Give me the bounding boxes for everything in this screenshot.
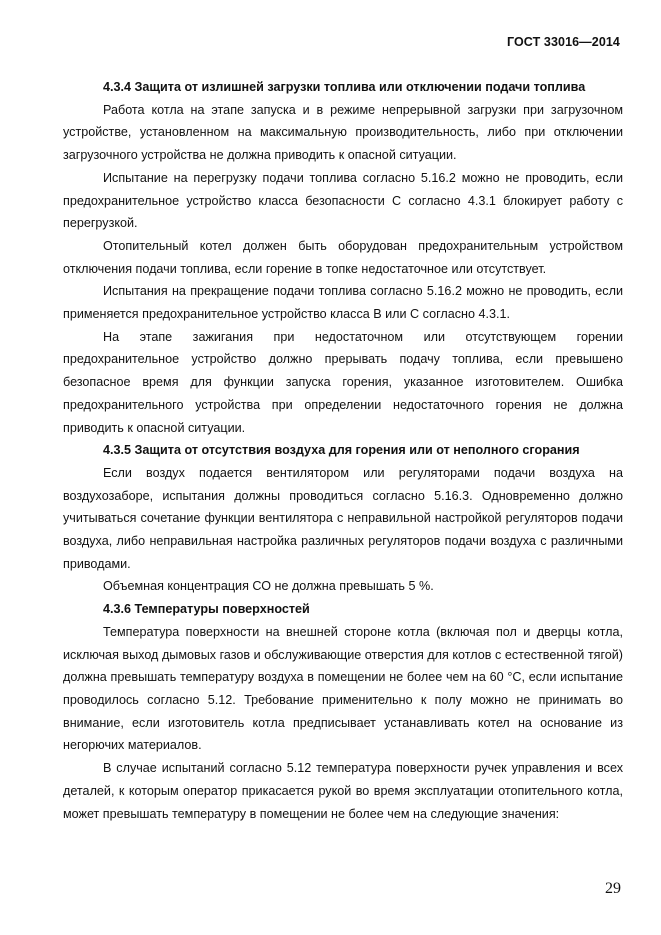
paragraph: Отопительный котел должен быть оборудован предохранительным устройством отключения подачи топлива, если горение в топке недостаточное или отсутствует. — [63, 238, 623, 276]
paragraph: Испытания на прекращение подачи топлива согласно 5.16.2 можно не проводить, если применяется предохранительное устройство класса В или С согласно 4.3.1. — [63, 284, 623, 322]
page-number: 29 — [605, 880, 621, 897]
paragraph: Объемная концентрация СО не должна превышать 5 %. — [103, 579, 434, 594]
paragraph: В случае испытаний согласно 5.12 температура поверхности ручек управления и всех деталей, к которым оператор прикасается рукой во время эксплуатации отопительного котла, может превышать температуру в помещении не более чем на следующие значения: — [63, 761, 623, 821]
section-heading-4-3-4: 4.3.4 Защита от излишней загрузки топлива или отключении подачи топлива — [103, 80, 586, 94]
document-code: ГОСТ 33016—2014 — [506, 35, 620, 49]
paragraph: На этапе зажигания при недостаточном или отсутствующем горении предохранительное устройство должно прерывать подачу топлива, если превышено безопасное время для функции запуска горения, указанное изготовителем. Ошибка предохранительного устройства при определении недостаточного горения не должна приводить к опасной ситуации. — [63, 329, 623, 435]
section-heading-4-3-5: 4.3.5 Защита от отсутствия воздуха для горения или от неполного сгорания — [103, 443, 580, 458]
section-heading-4-3-6: 4.3.6 Температуры поверхностей — [103, 602, 310, 617]
paragraph: Испытание на перегрузку подачи топлива согласно 5.16.2 можно не проводить, если предохранительное устройство класса безопасности С согласно 4.3.1 блокирует работу с перегрузкой. — [63, 170, 623, 231]
paragraph: Работа котла на этапе запуска и в режиме непрерывной загрузки при загрузочном устройстве, установленном на максимальную производительность, либо при отключении загрузочного устройства не должна приводить к опасной ситуации. — [63, 102, 623, 163]
page-body — [63, 76, 623, 825]
paragraph: Температура поверхности на внешней стороне котла (включая пол и дверцы котла, исключая выход дымовых газов и обслуживающие отверстия для котлов с естественной тягой) должна превышать температуру воздуха в помещении не более чем на 60 °С, если испытание проводилось согласно 5.12. Требование применительно к полу можно не принимать во внимание, если изготовитель котла предписывает устанавливать котел на основание из негорючих материалов. — [63, 624, 623, 753]
paragraph: Если воздух подается вентилятором или регуляторами подачи воздуха на воздухозаборе, испытания должны проводиться согласно 5.16.3. Одновременно должно учитываться сочетание функции вентилятора с неправильной настройкой регуляторов подачи воздуха, либо неправильная настройка различных регуляторов подачи воздуха с различными приводами. — [63, 465, 623, 571]
